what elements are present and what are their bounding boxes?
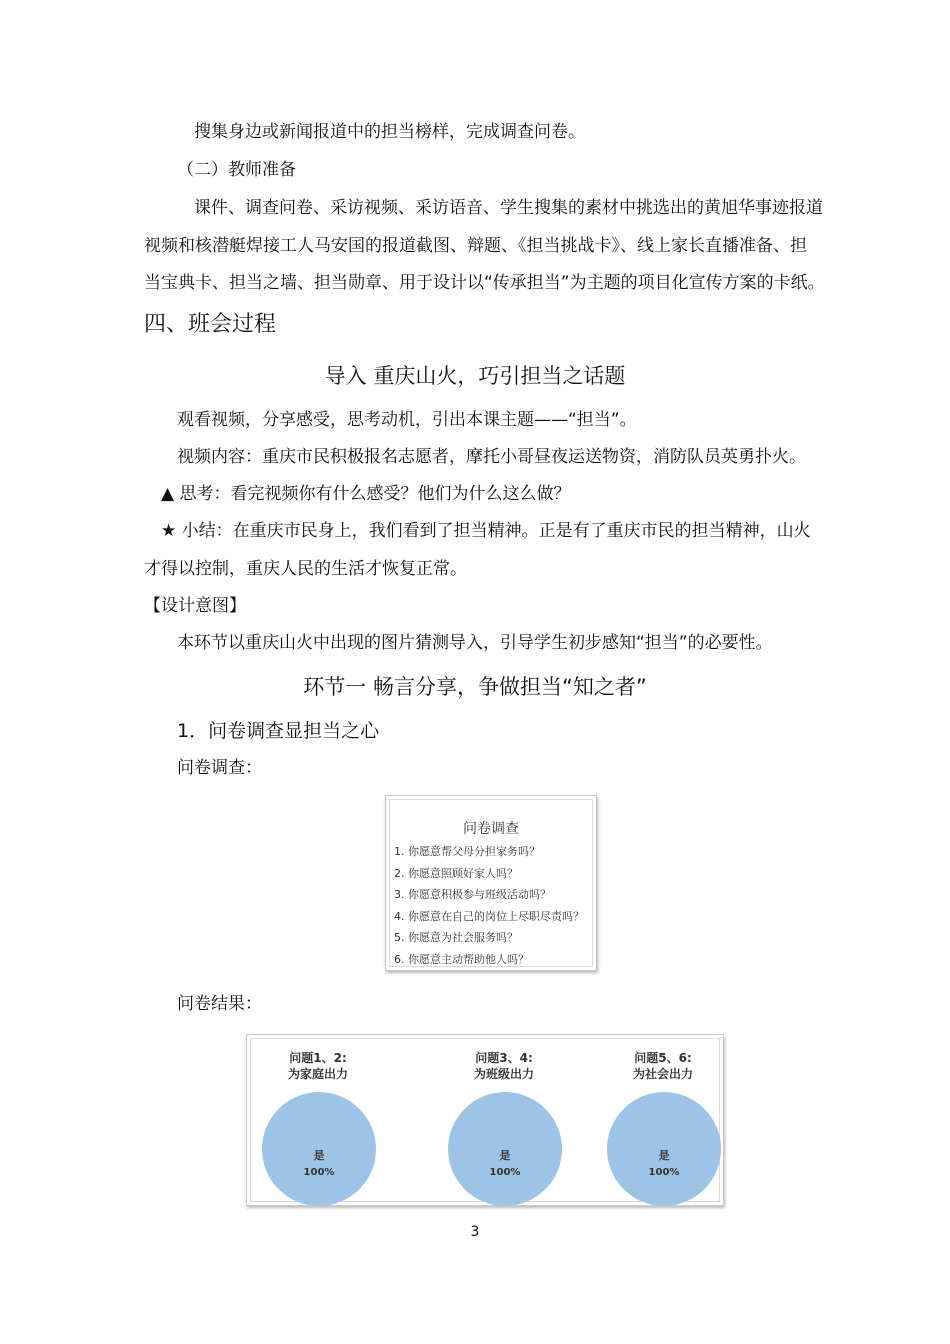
survey-question: 2. 你愿意照顾好家人吗？ xyxy=(394,867,518,880)
survey-frame xyxy=(389,799,593,967)
survey-title: 问卷调查 xyxy=(463,821,519,837)
pie-svg xyxy=(606,1091,722,1207)
intro-line1: 观看视频，分享感受，思考动机，引出本课主题——“担当”。 xyxy=(177,410,637,430)
page-number: 3 xyxy=(470,1224,480,1240)
survey-question: 5. 你愿意为社会服务吗？ xyxy=(394,931,518,944)
pie-title-line1: 问题5、6: xyxy=(634,1051,692,1065)
pie-chart-society xyxy=(598,1039,728,1209)
section-title: 四、班会过程 xyxy=(144,312,277,337)
design-intent-text: 本环节以重庆山火中出现的图片猜测导入，引导学生初步感知“担当”的必要性。 xyxy=(177,633,773,653)
results-label: 问卷结果： xyxy=(177,994,262,1014)
survey-question: 3. 你愿意积极参与班级活动吗？ xyxy=(394,888,551,901)
intro-summary-line1: ★ 小结：在重庆市民身上，我们看到了担当精神。正是有了重庆市民的担当精神，山火 xyxy=(161,521,811,541)
pie-title-line2: 为家庭出力 xyxy=(287,1067,348,1081)
pie-title-line2: 为班级出力 xyxy=(473,1067,534,1081)
design-intent-label: 【设计意图】 xyxy=(144,596,246,616)
subheading-teacher-prep: （二）教师准备 xyxy=(177,160,296,180)
paragraph-materials-line1: 课件、调查问卷、采访视频、采访语音、学生搜集的素材中挑选出的黄旭华事迹报道 xyxy=(194,198,823,218)
pie-slice-value: 100% xyxy=(303,1167,335,1178)
intro-summary-line2: 才得以控制，重庆人民的生活才恢复正常。 xyxy=(144,559,467,579)
intro-heading: 导入 重庆山火，巧引担当之话题 xyxy=(324,364,626,388)
pie-slice-value: 100% xyxy=(648,1167,680,1178)
survey-results-chart xyxy=(246,1034,724,1206)
survey-question: 1. 你愿意帮父母分担家务吗？ xyxy=(394,845,540,858)
pie-chart-class xyxy=(439,1039,569,1209)
pie-svg xyxy=(261,1091,377,1207)
step1-subheading: 1．问卷调查显担当之心 xyxy=(177,720,380,742)
paragraph-student-prep: 搜集身边或新闻报道中的担当榜样，完成调查问卷。 xyxy=(194,122,585,142)
pie-title-line2: 为社会出力 xyxy=(632,1067,693,1081)
intro-think: ▲ 思考：看完视频你有什么感受？他们为什么这么做？ xyxy=(161,484,571,504)
pie-slice-label: 是 xyxy=(658,1149,670,1162)
pie-title-line1: 问题1、2: xyxy=(289,1051,347,1065)
pie-chart-family xyxy=(253,1039,383,1209)
paragraph-materials-line2: 视频和核潜艇焊接工人马安国的报道截图、辩题、《担当挑战卡》、线上家长直播准备、担 xyxy=(144,236,807,256)
pie-slice-value: 100% xyxy=(489,1167,521,1178)
pie-slice-label: 是 xyxy=(499,1149,511,1162)
step1-heading: 环节一 畅言分享，争做担当“知之者” xyxy=(303,675,647,699)
pie-slice-label: 是 xyxy=(313,1149,325,1162)
results-frame xyxy=(250,1038,720,1202)
paragraph-materials-line3: 当宝典卡、担当之墙、担当勋章、用于设计以“传承担当”为主题的项目化宣传方案的卡纸。 xyxy=(144,273,825,293)
survey-image xyxy=(385,795,597,971)
pie-title-line1: 问题3、4: xyxy=(475,1051,533,1065)
survey-label: 问卷调查： xyxy=(177,758,262,778)
survey-question: 6. 你愿意主动帮助他人吗？ xyxy=(394,953,529,966)
pie-svg xyxy=(447,1091,563,1207)
survey-question: 4. 你愿意在自己的岗位上尽职尽责吗？ xyxy=(394,910,584,923)
intro-video-content: 视频内容：重庆市民积极报名志愿者，摩托小哥昼夜运送物资，消防队员英勇扑火。 xyxy=(177,447,806,467)
